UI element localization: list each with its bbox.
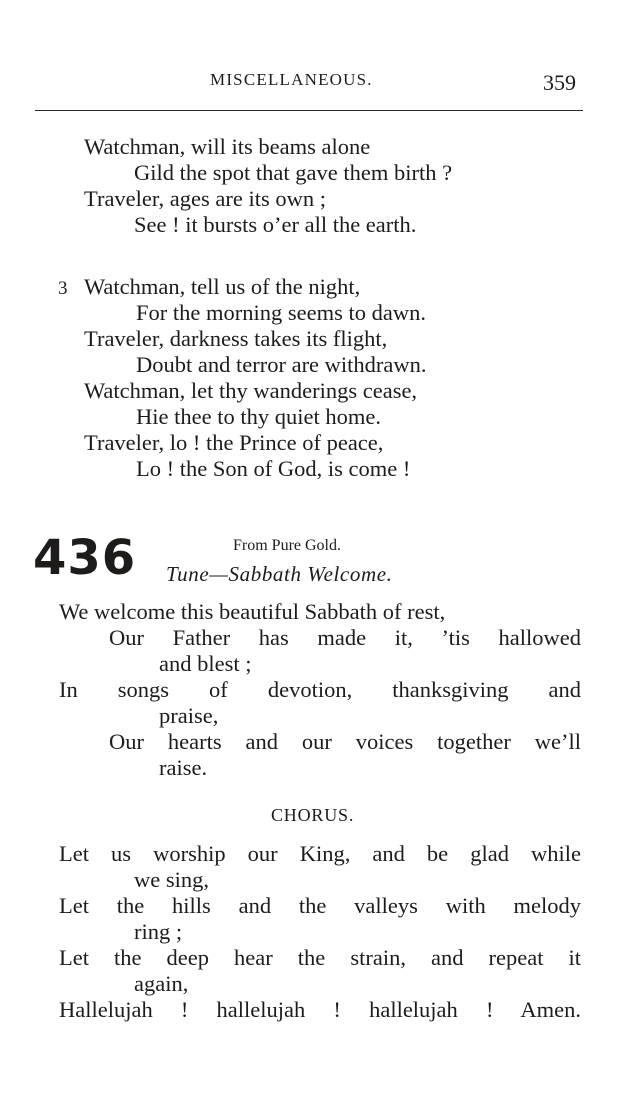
verse-line: raise. [159, 755, 208, 780]
chorus-title: CHORUS. [271, 805, 355, 825]
stanza-line: Traveler, darkness takes its flight, [84, 326, 388, 351]
stanza-line: Traveler, ages are its own ; [84, 186, 326, 211]
chorus-line: Let us worship our King, and be glad while [59, 841, 581, 866]
stanza-line: Traveler, lo ! the Prince of peace, [84, 430, 384, 455]
stanza-line: Watchman, will its beams alone [84, 134, 371, 159]
running-header-title: MISCELLANEOUS. [210, 70, 373, 89]
chorus-line: we sing, [134, 867, 209, 892]
page-number: 359 [543, 70, 576, 95]
verse-line: Our Father has made it, ’tis hallowed [109, 625, 581, 650]
chorus-line: ring ; [134, 919, 183, 944]
verse-line: praise, [159, 703, 219, 728]
stanza-line: See ! it bursts o’er all the earth. [134, 212, 417, 237]
verse-line: We welcome this beautiful Sabbath of rest, [59, 599, 446, 624]
header-rule [35, 110, 583, 111]
stanza-number: 3 [58, 278, 68, 299]
stanza-line: Watchman, tell us of the night, [84, 274, 361, 299]
stanza-line: Watchman, let thy wanderings cease, [84, 378, 418, 403]
chorus-line: Hallelujah ! hallelujah ! hallelujah ! Amen. [59, 997, 581, 1022]
chorus-line: Let the hills and the valleys with melody [59, 893, 581, 918]
verse-line: Our hearts and our voices together we’ll [109, 729, 581, 754]
stanza-line: For the morning seems to dawn. [136, 300, 426, 325]
hymn-tune: Tune—Sabbath Welcome. [166, 562, 393, 586]
chorus-line: again, [134, 971, 189, 996]
hymn-source: From Pure Gold. [233, 537, 341, 554]
chorus-line: Let the deep hear the strain, and repeat it [59, 945, 581, 970]
stanza-line: Hie thee to thy quiet home. [136, 404, 381, 429]
stanza-line: Lo ! the Son of God, is come ! [136, 456, 411, 481]
stanza-line: Gild the spot that gave them birth ? [134, 160, 453, 185]
verse-line: and blest ; [159, 651, 252, 676]
hymn-number: 436 [33, 530, 137, 586]
stanza-line: Doubt and terror are withdrawn. [136, 352, 427, 377]
verse-line: In songs of devotion, thanksgiving and [59, 677, 581, 702]
